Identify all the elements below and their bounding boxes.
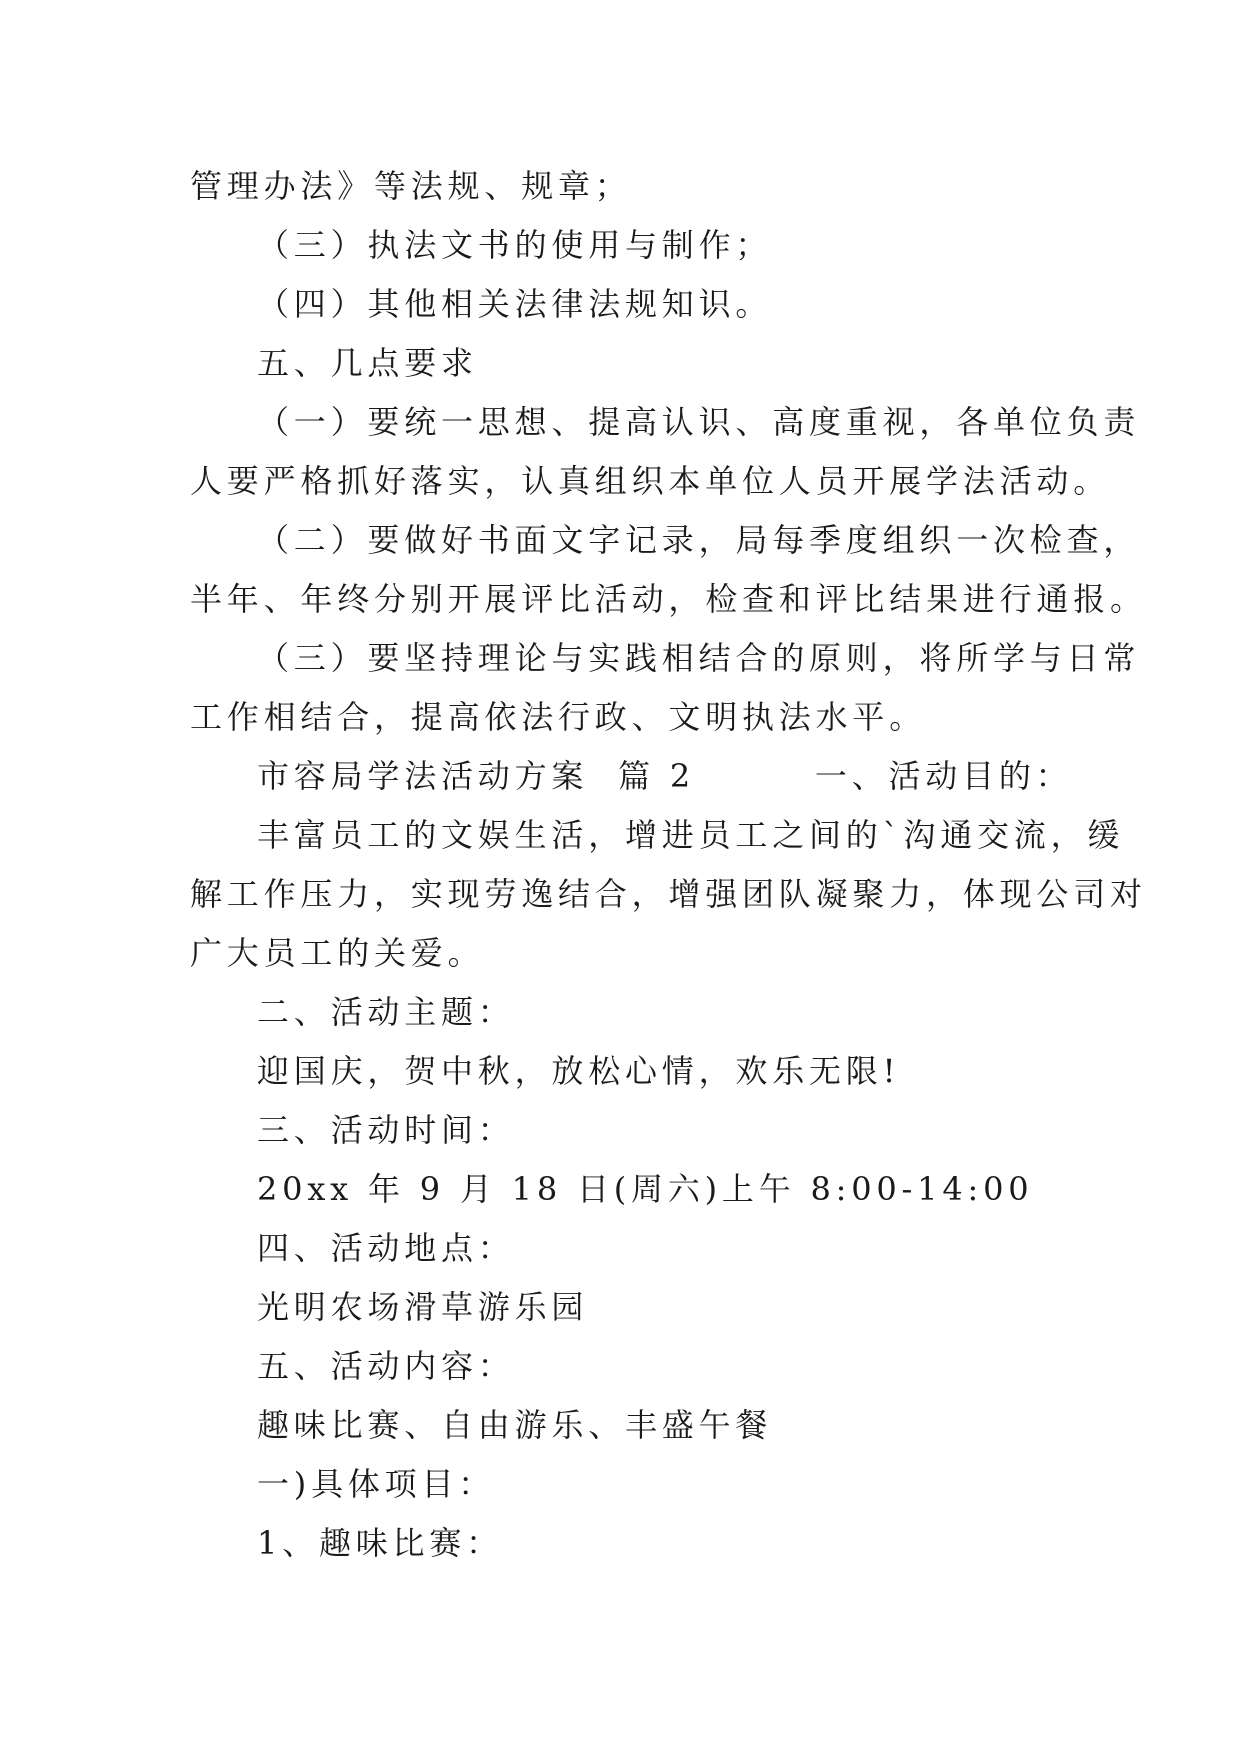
- section-heading: 二、活动主题：: [257, 993, 515, 1031]
- text-line: 管理办法》等法规、规章；: [190, 167, 632, 205]
- text-line: 半年、年终分别开展评比活动，检查和评比结果进行通报。: [190, 580, 1147, 618]
- section-heading: 四、活动地点：: [257, 1229, 515, 1267]
- text-line: 解工作压力，实现劳逸结合，增强团队凝聚力，体现公司对: [190, 875, 1147, 913]
- text-line: 迎国庆，贺中秋，放松心情，欢乐无限!: [257, 1052, 901, 1090]
- text-line: （一）要统一思想、提高认识、高度重视，各单位负责: [257, 403, 1141, 441]
- section-heading: 五、活动内容：: [257, 1347, 515, 1385]
- text-line: 丰富员工的文娱生活，增进员工之间的`沟通交流，缓: [257, 816, 1125, 854]
- text-line: （三）要坚持理论与实践相结合的原则，将所学与日常: [257, 639, 1141, 677]
- text-line: 光明农场滑草游乐园: [257, 1288, 589, 1326]
- text-line: 广大员工的关爱。: [190, 934, 485, 972]
- text-line: 20xx 年 9 月 18 日(周六)上午 8:00-14:00: [257, 1170, 1034, 1208]
- article-title: 市容局学法活动方案 篇 2 一、活动目的：: [257, 757, 1073, 795]
- section-heading: 三、活动时间：: [257, 1111, 515, 1149]
- text-line: 趣味比赛、自由游乐、丰盛午餐: [257, 1406, 773, 1444]
- section-heading: 一)具体项目：: [257, 1465, 496, 1503]
- text-line: （二）要做好书面文字记录，局每季度组织一次检查，: [257, 521, 1141, 559]
- text-line: 工作相结合，提高依法行政、文明执法水平。: [190, 698, 927, 736]
- section-heading: 五、几点要求: [257, 344, 478, 382]
- text-line: 人要严格抓好落实，认真组织本单位人员开展学法活动。: [190, 462, 1111, 500]
- text-line: 1、趣味比赛：: [257, 1524, 503, 1562]
- text-line: （三）执法文书的使用与制作；: [257, 226, 773, 264]
- text-line: （四）其他相关法律法规知识。: [257, 285, 773, 323]
